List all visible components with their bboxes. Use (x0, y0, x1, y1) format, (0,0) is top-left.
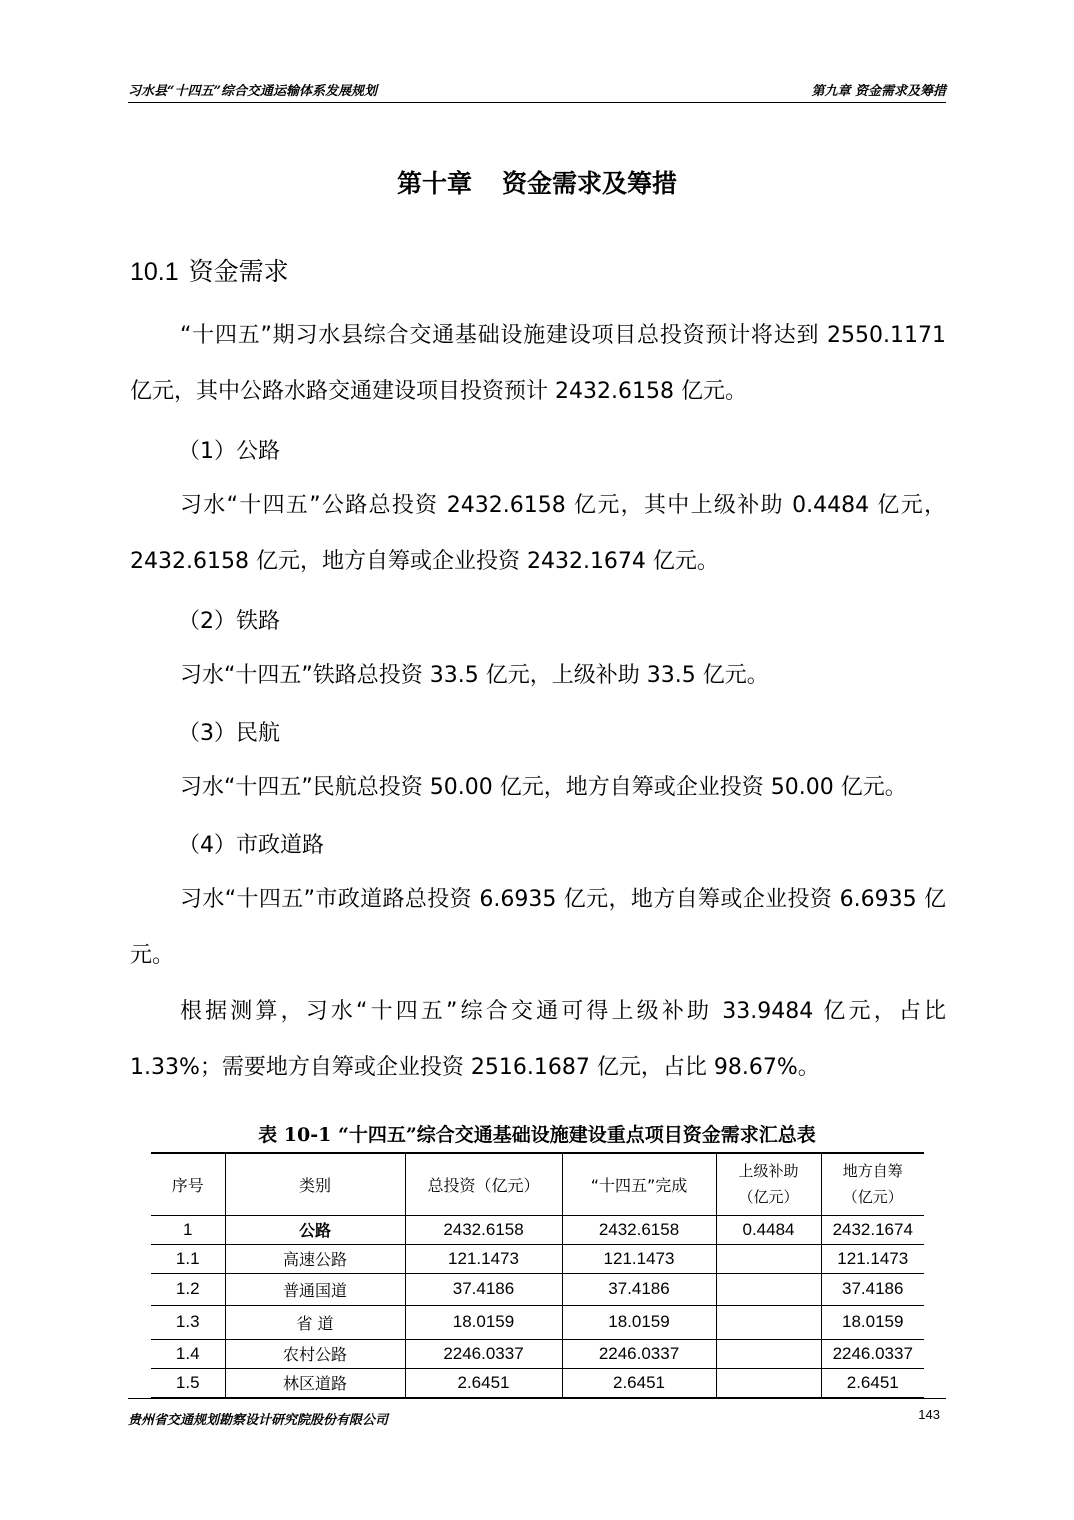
cell-completed: 2.6451 (562, 1368, 716, 1398)
cell-local: 121.1473 (821, 1244, 924, 1273)
table-row (151, 1215, 924, 1244)
chapter-title (0, 164, 1074, 200)
table-header-row (151, 1153, 924, 1215)
page-footer (128, 1398, 946, 1428)
footer-company: 贵州省交通规划勘察设计研究院股份有限公司 (128, 1413, 389, 1428)
cell-completed: 18.0159 (562, 1305, 716, 1339)
table-caption: 表 10-1 “十四五”综合交通基础设施建设重点项目资金需求汇总表 (258, 1124, 816, 1146)
header-total: 总投资（亿元） (405, 1153, 562, 1215)
header-local-line2: （亿元） (842, 1188, 903, 1207)
header-seq: 序号 (151, 1153, 225, 1215)
header-subsidy (716, 1153, 821, 1215)
cell-local: 18.0159 (821, 1305, 924, 1339)
cell-local: 2432.1674 (821, 1215, 924, 1244)
cell-category: 普通国道 (225, 1273, 405, 1305)
rail-heading: （2）铁路 (178, 609, 280, 634)
road-paragraph: 习水“十四五”公路总投资 2432.6158 亿元，其中上级补助 0.4484 亿元，2432.6158 亿元，地方自筹或企业投资 2432.1674 亿元。 (130, 493, 946, 574)
cell-category: 农村公路 (225, 1339, 405, 1368)
cell-seq: 1.5 (175, 1372, 200, 1392)
cell-seq: 1 (183, 1219, 193, 1239)
cell-total: 18.0159 (405, 1305, 562, 1339)
cell-subsidy (716, 1339, 821, 1368)
cell-seq: 1.4 (175, 1343, 200, 1363)
cell-total: 2432.6158 (405, 1215, 562, 1244)
cell-completed: 37.4186 (562, 1273, 716, 1305)
cell-seq: 1.3 (175, 1312, 200, 1331)
table-row (151, 1339, 924, 1368)
chapter-name: 资金需求及筹措 (502, 169, 678, 198)
table-row (151, 1368, 924, 1398)
municipal-paragraph: 习水“十四五”市政道路总投资 6.6935 亿元，地方自筹或企业投资 6.6935 亿元。 (130, 887, 946, 968)
road-heading: （1）公路 (178, 439, 280, 464)
cell-total: 37.4186 (405, 1273, 562, 1305)
cell-completed: 2432.6158 (562, 1215, 716, 1244)
table-row (151, 1244, 924, 1273)
cell-subsidy (716, 1305, 821, 1339)
page-header (128, 76, 946, 103)
table-row (151, 1273, 924, 1305)
header-local-line1: 地方自筹 (842, 1162, 903, 1181)
aviation-heading: （3）民航 (178, 721, 280, 746)
header-completed: “十四五”完成 (562, 1153, 716, 1215)
aviation-paragraph: 习水“十四五”民航总投资 50.00 亿元，地方自筹或企业投资 50.00 亿元。 (180, 775, 907, 800)
summary-paragraph: 根据测算，习水“十四五”综合交通可得上级补助 33.9484 亿元，占比 1.33%；需要地方自筹或企业投资 2516.1687 亿元，占比 98.67%。 (130, 999, 946, 1080)
cell-subsidy (716, 1244, 821, 1273)
cell-local: 37.4186 (821, 1273, 924, 1305)
cell-seq: 1.1 (175, 1248, 200, 1268)
funding-table (151, 1152, 924, 1399)
cell-category: 公路 (225, 1215, 405, 1244)
cell-category: 高速公路 (225, 1244, 405, 1273)
cell-subsidy: 0.4484 (716, 1215, 821, 1244)
header-document-title: 习水县“十四五”综合交通运输体系发展规划 (128, 84, 377, 99)
cell-total: 121.1473 (405, 1244, 562, 1273)
table-row (151, 1305, 924, 1339)
page-number: 143 (918, 1407, 940, 1422)
cell-category: 省 道 (225, 1305, 405, 1339)
cell-completed: 121.1473 (562, 1244, 716, 1273)
cell-category: 林区道路 (225, 1368, 405, 1398)
cell-local: 2.6451 (821, 1368, 924, 1398)
header-subsidy-line2: （亿元） (738, 1188, 799, 1207)
section-title (130, 252, 289, 288)
chapter-number: 第十章 (396, 169, 472, 198)
header-local (821, 1153, 924, 1215)
section-name: 资金需求 (188, 257, 289, 286)
cell-local: 2246.0337 (821, 1339, 924, 1368)
cell-subsidy (716, 1273, 821, 1305)
cell-total: 2.6451 (405, 1368, 562, 1398)
header-subsidy-line1: 上级补助 (738, 1162, 799, 1181)
municipal-heading: （4）市政道路 (178, 833, 324, 858)
header-category: 类别 (225, 1153, 405, 1215)
section-number: 10.1 (130, 258, 179, 286)
cell-seq: 1.2 (175, 1279, 200, 1298)
header-chapter-title: 第九章 资金需求及筹措 (811, 84, 946, 99)
intro-paragraph: “十四五”期习水县综合交通基础设施建设项目总投资预计将达到 2550.1171 亿元，其中公路水路交通建设项目投资预计 2432.6158 亿元。 (130, 323, 946, 404)
rail-paragraph: 习水“十四五”铁路总投资 33.5 亿元，上级补助 33.5 亿元。 (180, 663, 769, 688)
cell-completed: 2246.0337 (562, 1339, 716, 1368)
cell-total: 2246.0337 (405, 1339, 562, 1368)
cell-subsidy (716, 1368, 821, 1398)
